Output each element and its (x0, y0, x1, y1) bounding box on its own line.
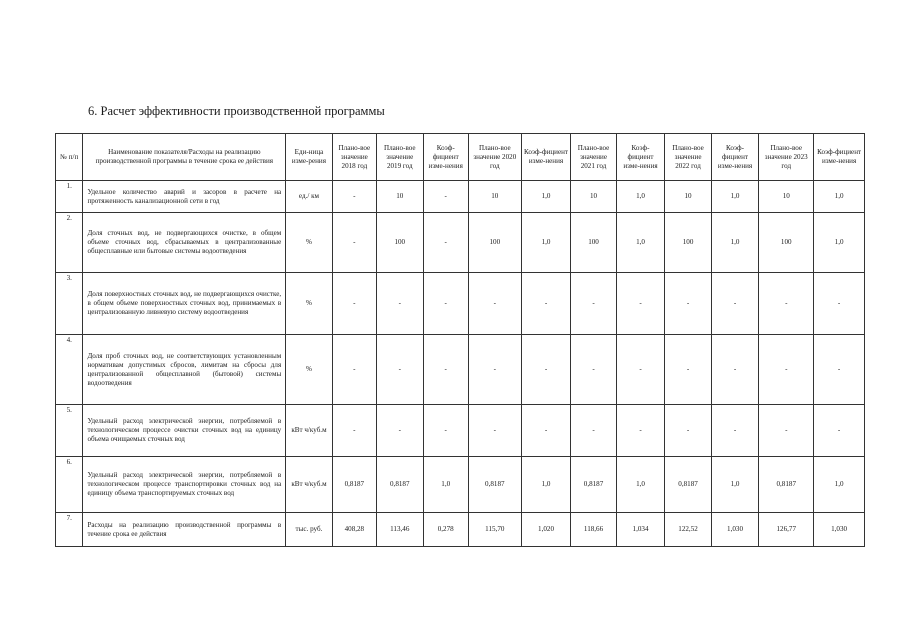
value-cell: - (711, 273, 759, 335)
value-cell: - (332, 213, 376, 273)
column-header: Плано-вое значение 2021 год (571, 134, 616, 181)
value-cell: - (332, 181, 376, 213)
row-number: 2. (56, 213, 83, 273)
value-cell: - (377, 335, 423, 405)
indicator-name: Доля поверхностных сточных вод, не подвергающихся очистке, в общем объеме поверхностных сточных вод, принимаемых в централизованную ливневую систему водоотведения (83, 273, 286, 335)
value-cell: - (468, 273, 521, 335)
table-row (56, 273, 865, 335)
value-cell: - (616, 405, 665, 457)
value-cell: 100 (468, 213, 521, 273)
value-cell: - (814, 405, 865, 457)
column-header: Коэф-фициент изме-нения (814, 134, 865, 181)
value-cell: - (332, 405, 376, 457)
value-cell: 1,020 (521, 513, 571, 547)
row-number: 7. (56, 513, 83, 547)
value-cell: 100 (571, 213, 616, 273)
column-header: № п/п (56, 134, 83, 181)
indicator-name: Удельный расход электрической энергии, потребляемой в технологическом процессе очистки сточных вод на единицу объема очищаемых сточных вод (83, 405, 286, 457)
value-cell: 1,0 (814, 213, 865, 273)
value-cell: - (711, 405, 759, 457)
value-cell: - (423, 181, 468, 213)
value-cell: - (665, 405, 711, 457)
unit-cell: % (286, 213, 332, 273)
unit-cell: % (286, 335, 332, 405)
value-cell: - (468, 335, 521, 405)
value-cell: - (571, 405, 616, 457)
value-cell: 1,0 (814, 457, 865, 513)
value-cell: 0,8187 (332, 457, 376, 513)
value-cell: 0,278 (423, 513, 468, 547)
value-cell: 0,8187 (571, 457, 616, 513)
value-cell: - (665, 335, 711, 405)
value-cell: 10 (665, 181, 711, 213)
value-cell: 0,8187 (759, 457, 814, 513)
efficiency-table (55, 133, 865, 547)
column-header: Плано-вое значение 2019 год (377, 134, 423, 181)
table-row (56, 513, 865, 547)
value-cell: 100 (665, 213, 711, 273)
column-header: Коэф-фициент изме-нения (521, 134, 571, 181)
indicator-name: Доля сточных вод, не подвергающихся очистке, в общем объеме сточных вод, сбрасываемых в централизованные общесплавные или бытовые системы водоотведения (83, 213, 286, 273)
value-cell: 10 (377, 181, 423, 213)
value-cell: 10 (571, 181, 616, 213)
value-cell: 122,52 (665, 513, 711, 547)
value-cell: - (423, 273, 468, 335)
value-cell: 0,8187 (665, 457, 711, 513)
unit-cell: тыс. руб. (286, 513, 332, 547)
value-cell: 1,0 (616, 181, 665, 213)
value-cell: - (759, 335, 814, 405)
value-cell: 1,0 (521, 457, 571, 513)
value-cell: - (521, 273, 571, 335)
value-cell: - (571, 273, 616, 335)
value-cell: - (521, 405, 571, 457)
value-cell: - (711, 335, 759, 405)
document-title: 6. Расчет эффективности производственной программы (88, 104, 385, 118)
value-cell: - (423, 405, 468, 457)
indicator-name: Расходы на реализацию производственной программы в течение срока ее действия (83, 513, 286, 547)
value-cell: 0,8187 (377, 457, 423, 513)
column-header: Еди-ница изме-рения (286, 134, 332, 181)
table-row (56, 181, 865, 213)
value-cell: - (571, 335, 616, 405)
row-number: 1. (56, 181, 83, 213)
value-cell: - (332, 273, 376, 335)
value-cell: - (468, 405, 521, 457)
value-cell: - (616, 335, 665, 405)
value-cell: 1,0 (423, 457, 468, 513)
value-cell: 115,70 (468, 513, 521, 547)
value-cell: - (521, 335, 571, 405)
table-row (56, 335, 865, 405)
value-cell: - (759, 405, 814, 457)
value-cell: 1,0 (814, 181, 865, 213)
column-header: Коэф-фициент изме-нения (616, 134, 665, 181)
column-header: Коэф-фициент изме-нения (423, 134, 468, 181)
table-row (56, 213, 865, 273)
column-header: Наименование показателя/Расходы на реализацию производственной программы в течение срока ее действия (83, 134, 286, 181)
column-header: Плано-вое значение 2022 год (665, 134, 711, 181)
value-cell: - (616, 273, 665, 335)
value-cell: 126,77 (759, 513, 814, 547)
value-cell: 100 (377, 213, 423, 273)
unit-cell: % (286, 273, 332, 335)
value-cell: 10 (759, 181, 814, 213)
indicator-name: Удельный расход электрической энергии, потребляемой в технологическом процессе транспортировки сточных вод на единицу объема транспортируемых сточных вод (83, 457, 286, 513)
value-cell: 10 (468, 181, 521, 213)
column-header: Коэф-фициент изме-нения (711, 134, 759, 181)
value-cell: 1,0 (521, 213, 571, 273)
column-header: Плано-вое значение 2018 год (332, 134, 376, 181)
indicator-name: Доля проб сточных вод, не соответствующих установленным нормативам допустимых сбросов, лимитам на сбросы для централизованной общесплавной (бытовой) системы водоотведения (83, 335, 286, 405)
row-number: 6. (56, 457, 83, 513)
column-header: Плано-вое значение 2023 год (759, 134, 814, 181)
unit-cell: ед./ км (286, 181, 332, 213)
column-header: Плано-вое значение 2020 год (468, 134, 521, 181)
value-cell: 1,0 (711, 213, 759, 273)
row-number: 5. (56, 405, 83, 457)
value-cell: 1,034 (616, 513, 665, 547)
value-cell: 1,0 (521, 181, 571, 213)
value-cell: - (814, 335, 865, 405)
value-cell: 408,28 (332, 513, 376, 547)
value-cell: 0,8187 (468, 457, 521, 513)
unit-cell: кВт ч/куб.м (286, 457, 332, 513)
value-cell: 113,46 (377, 513, 423, 547)
value-cell: 1,030 (711, 513, 759, 547)
unit-cell: кВт ч/куб.м (286, 405, 332, 457)
value-cell: 100 (759, 213, 814, 273)
value-cell: - (423, 213, 468, 273)
value-cell: - (759, 273, 814, 335)
table-body (56, 181, 865, 547)
header-row (56, 134, 865, 181)
table-row (56, 405, 865, 457)
indicator-name: Удельное количество аварий и засоров в расчете на протяженность канализационной сети в год (83, 181, 286, 213)
value-cell: 1,030 (814, 513, 865, 547)
value-cell: - (377, 405, 423, 457)
value-cell: 1,0 (711, 181, 759, 213)
value-cell: 118,66 (571, 513, 616, 547)
value-cell: - (423, 335, 468, 405)
value-cell: 1,0 (711, 457, 759, 513)
table-row (56, 457, 865, 513)
value-cell: - (377, 273, 423, 335)
value-cell: - (814, 273, 865, 335)
value-cell: 1,0 (616, 213, 665, 273)
row-number: 4. (56, 335, 83, 405)
row-number: 3. (56, 273, 83, 335)
value-cell: 1,0 (616, 457, 665, 513)
value-cell: - (665, 273, 711, 335)
value-cell: - (332, 335, 376, 405)
